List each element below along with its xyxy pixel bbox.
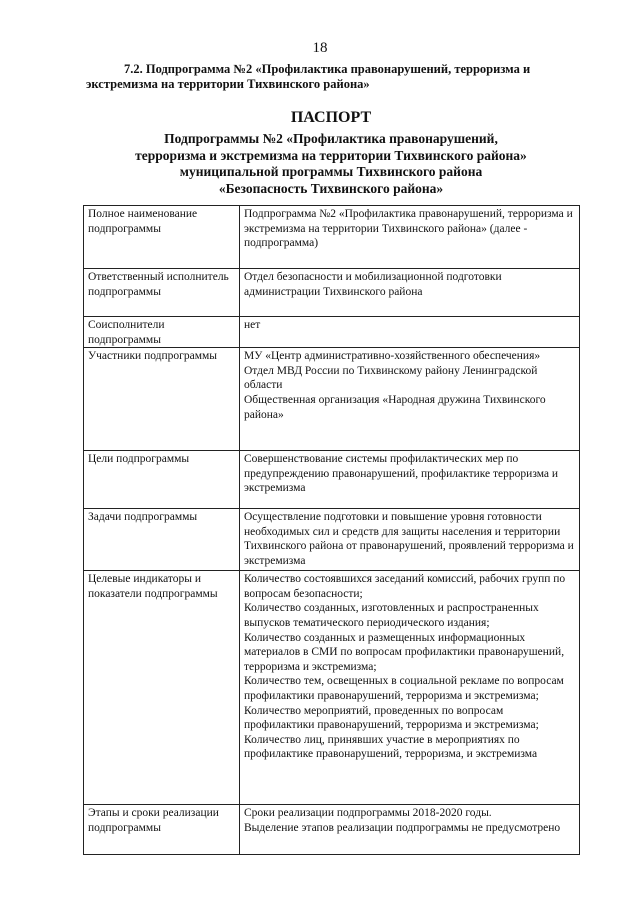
row-value-line: Совершенствование системы профилактических мер по предупреждению правонарушений, профилактике терроризма и экстремизма [244, 453, 559, 495]
row-label: Целевые индикаторы и показатели подпрограммы [84, 571, 240, 805]
row-value [240, 571, 580, 805]
row-value [240, 269, 580, 317]
row-value-line: Подпрограмма №2 «Профилактика правонарушений, терроризма и экстремизма на территории Тихвинского района» (далее - подпрограмма) [244, 208, 573, 250]
table-row [84, 206, 580, 269]
table-row [84, 571, 580, 805]
passport-table [83, 205, 580, 855]
row-value-line: Количество мероприятий, проведенных по вопросам профилактики правонарушений, терроризма и экстремизма; [244, 704, 539, 732]
table-row [84, 451, 580, 509]
row-value [240, 509, 580, 571]
row-label: Соисполнители подпрограммы [84, 317, 240, 348]
section-heading: 7.2. Подпрограмма №2 «Профилактика правонарушений, терроризма и экстремизма на территории Тихвинского района» [86, 62, 531, 91]
row-value-line: Количество тем, освещенных в социальной рекламе по вопросам профилактики правонарушений, терроризма и экстремизма; [244, 675, 564, 702]
row-value-line: нет [244, 319, 261, 331]
table-row [84, 317, 580, 348]
passport-subtitle-line: терроризма и экстремизма на территории Тихвинского района» [135, 147, 527, 163]
row-value-line: Осуществление подготовки и повышение уровня готовности необходимых сил и средств для защиты населения и территории Тихвинского района от правонарушений, проявлений терроризма и экстремизма [244, 511, 574, 567]
row-label: Участники подпрограммы [84, 348, 240, 451]
row-value-line: Отдел безопасности и мобилизационной подготовки администрации Тихвинского района [244, 271, 502, 298]
passport-subtitle-line: Подпрограммы №2 «Профилактика правонарушений, [164, 131, 498, 146]
row-label: Задачи подпрограммы [84, 509, 240, 571]
passport-header [86, 108, 576, 197]
row-value-line: МУ «Центр административно-хозяйственного обеспечения» [244, 350, 541, 363]
row-value [240, 206, 580, 269]
passport-subtitle [86, 131, 576, 197]
row-value-line: Количество созданных, изготовленных и распространенных выпусков тематического периодического издания; [244, 602, 539, 629]
row-value [240, 348, 580, 451]
passport-title: ПАСПОРТ [290, 109, 372, 126]
row-value-line: Количество состоявшихся заседаний комиссий, рабочих групп по вопросам безопасности; [244, 573, 566, 600]
row-value-line: Отдел МВД России по Тихвинскому району Ленинградской области [244, 364, 538, 392]
row-label: Полное наименование подпрограммы [84, 206, 240, 269]
row-value [240, 317, 580, 348]
row-label: Ответственный исполнитель подпрограммы [84, 269, 240, 317]
table-row [84, 805, 580, 855]
row-value-line: Количество лиц, принявших участие в мероприятиях по профилактике правонарушений, терроризма, и экстремизма [244, 733, 538, 761]
row-value-line: Количество созданных и размещенных информационных материалов в СМИ по вопросам профилактики правонарушений, терроризма и экстремизма; [244, 631, 565, 673]
table-row [84, 348, 580, 451]
row-label: Этапы и сроки реализации подпрограммы [84, 805, 240, 855]
row-value [240, 805, 580, 855]
row-value-line: Сроки реализации подпрограммы 2018-2020 годы. [244, 807, 492, 820]
row-value-line: Общественная организация «Народная дружина Тихвинского района» [244, 393, 546, 421]
table-row [84, 509, 580, 571]
row-label: Цели подпрограммы [84, 451, 240, 509]
page-number: 18 [312, 40, 328, 56]
row-value [240, 451, 580, 509]
row-value-line: Выделение этапов реализации подпрограммы не предусмотрено [244, 821, 561, 834]
table-row [84, 269, 580, 317]
passport-subtitle-line: муниципальной программы Тихвинского района [179, 164, 483, 179]
passport-subtitle-line: «Безопасность Тихвинского района» [218, 180, 444, 196]
